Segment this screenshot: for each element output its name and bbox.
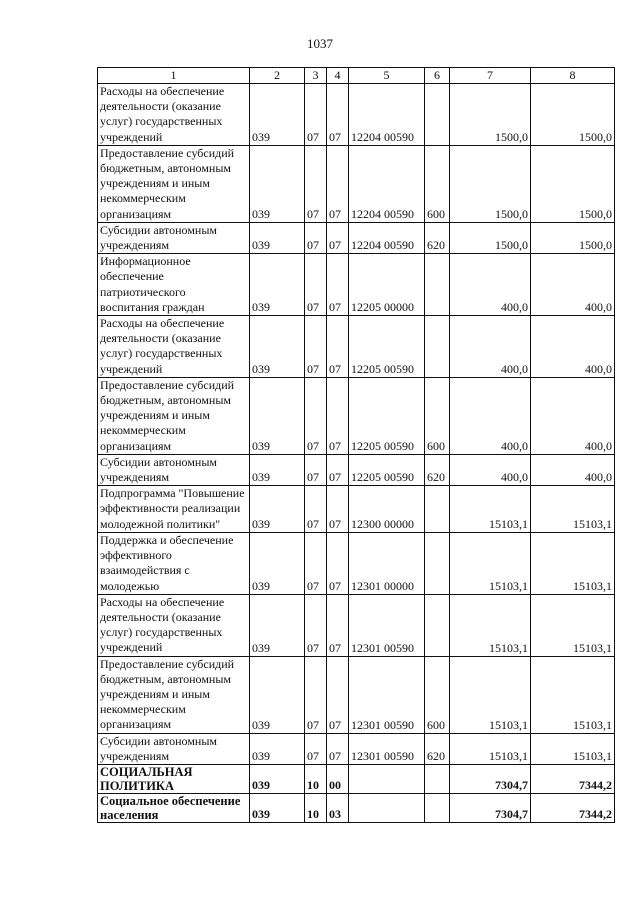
column-header: 6 <box>425 68 450 84</box>
row-code-cell: 039 <box>250 254 305 316</box>
row-section-cell: 10 <box>305 764 327 793</box>
row-code-cell: 039 <box>250 316 305 378</box>
row-amount-cell: 15103,1 <box>450 656 531 733</box>
row-target-article-cell: 12204 00590 <box>349 222 425 253</box>
row-subsection-cell: 07 <box>327 532 349 594</box>
row-amount-cell: 400,0 <box>450 316 531 378</box>
page-number: 1037 <box>307 36 333 51</box>
row-name-cell: Подпрограмма "Повышение эффективности реализации молодежной политики" <box>98 486 250 533</box>
row-code-cell: 039 <box>250 733 305 764</box>
row-subsection-cell: 00 <box>327 764 349 793</box>
row-amount-cell: 1500,0 <box>450 145 531 222</box>
table-row <box>98 84 615 146</box>
row-code-cell: 039 <box>250 145 305 222</box>
row-expense-type-cell: 620 <box>425 222 450 253</box>
column-header: 5 <box>349 68 425 84</box>
row-amount-cell: 15103,1 <box>531 656 615 733</box>
row-amount-cell: 7304,7 <box>450 764 531 793</box>
row-target-article-cell: 12301 00590 <box>349 594 425 656</box>
row-name-cell: Субсидии автономным учреждениям <box>98 222 250 253</box>
row-amount-cell: 15103,1 <box>450 733 531 764</box>
table-row <box>98 532 615 594</box>
row-name-cell: Социальное обеспечение населения <box>98 793 250 822</box>
table-row <box>98 486 615 533</box>
row-name-cell: Предоставление субсидий бюджетным, автономным учреждениям и иным некоммерческим организациям <box>98 145 250 222</box>
row-amount-cell: 400,0 <box>450 377 531 454</box>
row-code-cell: 039 <box>250 532 305 594</box>
row-name-cell: Предоставление субсидий бюджетным, автономным учреждениям и иным некоммерческим организациям <box>98 377 250 454</box>
table-row <box>98 656 615 733</box>
row-section-cell: 07 <box>305 733 327 764</box>
row-code-cell: 039 <box>250 454 305 485</box>
row-section-cell: 07 <box>305 254 327 316</box>
row-expense-type-cell <box>425 316 450 378</box>
row-code-cell: 039 <box>250 793 305 822</box>
row-amount-cell: 15103,1 <box>531 532 615 594</box>
column-header: 2 <box>250 68 305 84</box>
row-subsection-cell: 07 <box>327 594 349 656</box>
row-expense-type-cell <box>425 254 450 316</box>
row-target-article-cell: 12301 00590 <box>349 733 425 764</box>
row-name-cell: Предоставление субсидий бюджетным, автономным учреждениям и иным некоммерческим организациям <box>98 656 250 733</box>
row-target-article-cell: 12204 00590 <box>349 145 425 222</box>
row-amount-cell: 400,0 <box>531 454 615 485</box>
row-section-cell: 10 <box>305 793 327 822</box>
row-name-cell: СОЦИАЛЬНАЯ ПОЛИТИКА <box>98 764 250 793</box>
row-name-cell: Расходы на обеспечение деятельности (оказание услуг) государственных учреждений <box>98 594 250 656</box>
row-code-cell: 039 <box>250 486 305 533</box>
column-header: 8 <box>531 68 615 84</box>
row-target-article-cell: 12205 00590 <box>349 377 425 454</box>
row-amount-cell: 15103,1 <box>450 532 531 594</box>
row-section-cell: 07 <box>305 532 327 594</box>
row-name-cell: Расходы на обеспечение деятельности (оказание услуг) государственных учреждений <box>98 316 250 378</box>
column-header: 1 <box>98 68 250 84</box>
row-name-cell: Субсидии автономным учреждениям <box>98 733 250 764</box>
table-body <box>98 84 615 823</box>
row-amount-cell: 15103,1 <box>531 486 615 533</box>
row-subsection-cell: 07 <box>327 733 349 764</box>
row-code-cell: 039 <box>250 656 305 733</box>
row-expense-type-cell <box>425 532 450 594</box>
row-expense-type-cell: 620 <box>425 733 450 764</box>
row-section-cell: 07 <box>305 145 327 222</box>
row-subsection-cell: 07 <box>327 145 349 222</box>
row-target-article-cell: 12301 00590 <box>349 656 425 733</box>
row-expense-type-cell: 620 <box>425 454 450 485</box>
row-subsection-cell: 07 <box>327 254 349 316</box>
table-row <box>98 733 615 764</box>
row-section-cell: 07 <box>305 454 327 485</box>
row-section-cell: 07 <box>305 377 327 454</box>
row-amount-cell: 7344,2 <box>531 764 615 793</box>
row-expense-type-cell: 600 <box>425 656 450 733</box>
column-header: 3 <box>305 68 327 84</box>
table-row <box>98 254 615 316</box>
table-row <box>98 145 615 222</box>
row-amount-cell: 15103,1 <box>450 486 531 533</box>
row-target-article-cell: 12205 00000 <box>349 254 425 316</box>
row-amount-cell: 1500,0 <box>531 84 615 146</box>
table-row <box>98 454 615 485</box>
row-subsection-cell: 07 <box>327 377 349 454</box>
row-amount-cell: 400,0 <box>531 377 615 454</box>
row-subsection-cell: 07 <box>327 486 349 533</box>
row-amount-cell: 400,0 <box>531 316 615 378</box>
row-section-cell: 07 <box>305 222 327 253</box>
row-expense-type-cell <box>425 486 450 533</box>
row-section-cell: 07 <box>305 316 327 378</box>
row-amount-cell: 7304,7 <box>450 793 531 822</box>
row-subsection-cell: 07 <box>327 84 349 146</box>
row-subsection-cell: 07 <box>327 316 349 378</box>
row-section-cell: 07 <box>305 656 327 733</box>
row-amount-cell: 400,0 <box>531 254 615 316</box>
row-amount-cell: 1500,0 <box>531 222 615 253</box>
column-header: 7 <box>450 68 531 84</box>
row-target-article-cell: 12205 00590 <box>349 316 425 378</box>
row-section-cell: 07 <box>305 84 327 146</box>
row-code-cell: 039 <box>250 377 305 454</box>
row-expense-type-cell <box>425 764 450 793</box>
row-section-cell: 07 <box>305 594 327 656</box>
row-amount-cell: 400,0 <box>450 254 531 316</box>
row-code-cell: 039 <box>250 764 305 793</box>
row-subsection-cell: 07 <box>327 222 349 253</box>
column-header: 4 <box>327 68 349 84</box>
row-target-article-cell <box>349 764 425 793</box>
row-code-cell: 039 <box>250 222 305 253</box>
row-subsection-cell: 07 <box>327 454 349 485</box>
row-amount-cell: 15103,1 <box>450 594 531 656</box>
row-amount-cell: 400,0 <box>450 454 531 485</box>
row-name-cell: Субсидии автономным учреждениям <box>98 454 250 485</box>
row-subsection-cell: 03 <box>327 793 349 822</box>
row-amount-cell: 1500,0 <box>450 84 531 146</box>
row-code-cell: 039 <box>250 594 305 656</box>
row-name-cell: Информационное обеспечение патриотического воспитания граждан <box>98 254 250 316</box>
row-section-cell: 07 <box>305 486 327 533</box>
row-expense-type-cell <box>425 594 450 656</box>
table-row <box>98 764 615 793</box>
table-row <box>98 594 615 656</box>
row-target-article-cell: 12300 00000 <box>349 486 425 533</box>
table-row <box>98 377 615 454</box>
table-row <box>98 793 615 822</box>
table-header-row <box>98 68 615 84</box>
row-amount-cell: 1500,0 <box>450 222 531 253</box>
row-expense-type-cell: 600 <box>425 377 450 454</box>
row-target-article-cell: 12204 00590 <box>349 84 425 146</box>
row-name-cell: Поддержка и обеспечение эффективного взаимодействия с молодежью <box>98 532 250 594</box>
row-expense-type-cell <box>425 793 450 822</box>
row-code-cell: 039 <box>250 84 305 146</box>
row-amount-cell: 15103,1 <box>531 733 615 764</box>
row-target-article-cell: 12205 00590 <box>349 454 425 485</box>
row-amount-cell: 15103,1 <box>531 594 615 656</box>
row-expense-type-cell <box>425 84 450 146</box>
row-target-article-cell: 12301 00000 <box>349 532 425 594</box>
row-target-article-cell <box>349 793 425 822</box>
budget-table <box>97 67 615 823</box>
row-name-cell: Расходы на обеспечение деятельности (оказание услуг) государственных учреждений <box>98 84 250 146</box>
row-amount-cell: 7344,2 <box>531 793 615 822</box>
row-amount-cell: 1500,0 <box>531 145 615 222</box>
table-row <box>98 222 615 253</box>
row-expense-type-cell: 600 <box>425 145 450 222</box>
table-row <box>98 316 615 378</box>
row-subsection-cell: 07 <box>327 656 349 733</box>
